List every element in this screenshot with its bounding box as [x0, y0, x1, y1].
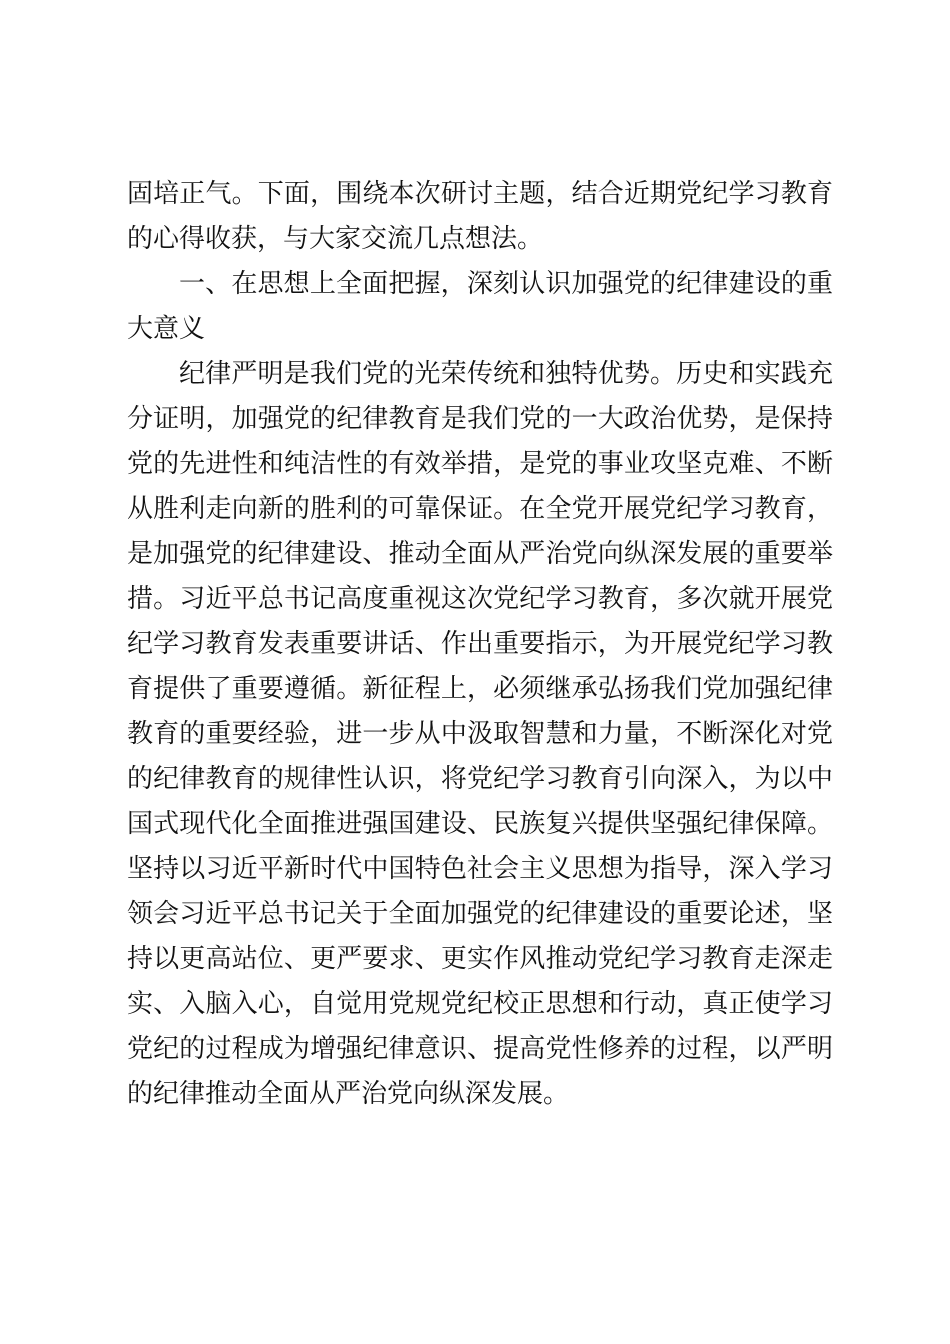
paragraph-continuation: 固培正气。下面，围绕本次研讨主题，结合近期党纪学习教育的心得收获，与大家交流几点想法。	[127, 179, 833, 254]
paragraph-body: 纪律严明是我们党的光荣传统和独特优势。历史和实践充分证明，加强党的纪律教育是我们党的一大政治优势，是保持党的先进性和纯洁性的有效举措，是党的事业攻坚克难、不断从胜利走向新的胜利的可靠保证。在全党开展党纪学习教育，是加强党的纪律建设、推动全面从严治党向纵深发展的重要举措。习近平总书记高度重视这次党纪学习教育，多次就开展党纪学习教育发表重要讲话、作出重要指示，为开展党纪学习教育提供了重要遵循。新征程上，必须继承弘扬我们党加强纪律教育的重要经验，进一步从中汲取智慧和力量，不断深化对党的纪律教育的规律性认识，将党纪学习教育引向深入，为以中国式现代化全面推进强国建设、民族复兴提供坚强纪律保障。坚持以习近平新时代中国特色社会主义思想为指导，深入学习领会习近平总书记关于全面加强党的纪律建设的重要论述，坚持以更高站位、更严要求、更实作风推动党纪学习教育走深走实、入脑入心，自觉用党规党纪校正思想和行动，真正使学习党纪的过程成为增强纪律意识、提高党性修养的过程，以严明的纪律推动全面从严治党向纵深发展。	[127, 359, 833, 1109]
section-heading: 一、在思想上全面把握，深刻认识加强党的纪律建设的重大意义	[127, 269, 833, 344]
document-body	[127, 172, 833, 1117]
